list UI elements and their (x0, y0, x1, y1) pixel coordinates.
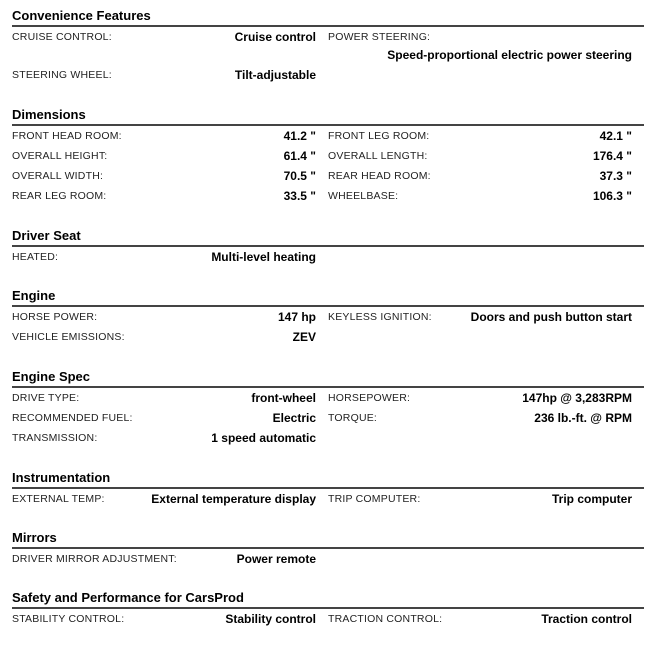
spec-label: FRONT LEG ROOM: (328, 130, 430, 142)
right-column (328, 27, 632, 65)
spec-row-rear-leg-room (12, 186, 316, 206)
spec-row-power-steering (328, 27, 632, 65)
right-column (328, 126, 632, 206)
section-title: Mirrors (12, 530, 57, 545)
spec-label: STEERING WHEEL: (12, 69, 112, 81)
spec-row-torque (328, 408, 632, 428)
spec-value: Power remote (236, 552, 316, 566)
spec-label: TRANSMISSION: (12, 432, 98, 444)
spec-value: 176.4 " (592, 149, 632, 163)
spec-row-overall-length (328, 146, 632, 166)
spec-label: VEHICLE EMISSIONS: (12, 331, 125, 343)
spec-row-drive-type (12, 388, 316, 408)
left-column (12, 307, 316, 347)
left-column (12, 388, 316, 448)
spec-value: 41.2 " (283, 129, 316, 143)
spec-row-overall-height (12, 146, 316, 166)
spec-row-keyless-ignition (328, 307, 632, 327)
spec-label: EXTERNAL TEMP: (12, 493, 105, 505)
section-title: Dimensions (12, 107, 86, 122)
spec-label: TORQUE: (328, 412, 378, 424)
right-column (328, 307, 632, 327)
spec-row-driver-mirror-adjustment (12, 549, 316, 569)
section-engine (12, 288, 644, 344)
left-column (12, 27, 316, 85)
spec-label: HORSE POWER: (12, 311, 98, 323)
section-engine-spec (12, 369, 644, 445)
section-title: Driver Seat (12, 228, 81, 243)
spec-value: Doors and push button start (470, 310, 632, 324)
spec-label: OVERALL LENGTH: (328, 150, 428, 162)
spec-value: Speed-proportional electric power steering (387, 48, 632, 62)
left-column (12, 609, 316, 629)
spec-value: Trip computer (551, 492, 632, 506)
spec-row-vehicle-emissions (12, 327, 316, 347)
spec-label: HEATED: (12, 251, 59, 263)
spec-value: 70.5 " (283, 169, 316, 183)
spec-row-cruise-control (12, 27, 316, 47)
spec-value: 147hp @ 3,283RPM (522, 391, 632, 405)
section-title: Convenience Features (12, 8, 151, 23)
spec-row-trip-computer (328, 489, 632, 509)
section-convenience-features (12, 8, 644, 82)
spec-row-stability-control (12, 609, 316, 629)
right-column (328, 609, 632, 629)
left-column (12, 247, 316, 267)
spec-label: HORSEPOWER: (328, 392, 411, 404)
spec-value: 106.3 " (592, 189, 632, 203)
section-title: Instrumentation (12, 470, 111, 485)
spec-value: Stability control (225, 612, 316, 626)
spec-value: Cruise control (234, 30, 316, 44)
section-title: Safety and Performance for CarsProd (12, 590, 244, 605)
spec-row-steering-wheel (12, 65, 316, 85)
spec-value: 33.5 " (283, 189, 316, 203)
spec-label: DRIVE TYPE: (12, 392, 80, 404)
section-driver-seat (12, 228, 644, 264)
spec-value: ZEV (292, 330, 316, 344)
spec-value: External temperature display (151, 492, 316, 506)
spec-label: WHEELBASE: (328, 190, 399, 202)
spec-value: Traction control (541, 612, 632, 626)
spec-row-horse-power (12, 307, 316, 327)
spec-value: 37.3 " (599, 169, 632, 183)
left-column (12, 489, 316, 509)
spec-label: FRONT HEAD ROOM: (12, 130, 122, 142)
section-title: Engine Spec (12, 369, 91, 384)
spec-row-heated (12, 247, 316, 267)
spec-label: DRIVER MIRROR ADJUSTMENT: (12, 553, 177, 565)
section-mirrors (12, 530, 644, 566)
section-safety-performance (12, 590, 644, 626)
left-column (12, 126, 316, 206)
spec-value: 147 hp (277, 310, 316, 324)
spec-row-overall-width (12, 166, 316, 186)
section-dimensions (12, 107, 644, 203)
spec-value: Multi-level heating (211, 250, 316, 264)
section-title: Engine (12, 288, 56, 303)
left-column (12, 549, 316, 569)
spec-value: Electric (272, 411, 316, 425)
spec-label: REAR HEAD ROOM: (328, 170, 431, 182)
spec-label: STABILITY CONTROL: (12, 613, 125, 625)
spec-row-wheelbase (328, 186, 632, 206)
spec-label: REAR LEG ROOM: (12, 190, 107, 202)
spec-row-front-leg-room (328, 126, 632, 146)
spec-row-rear-head-room (328, 166, 632, 186)
spec-row-transmission (12, 428, 316, 448)
spec-label: TRACTION CONTROL: (328, 613, 443, 625)
spec-value: Tilt-adjustable (234, 68, 316, 82)
spec-row-front-head-room (12, 126, 316, 146)
spec-row-traction-control (328, 609, 632, 629)
spec-label: CRUISE CONTROL: (12, 31, 112, 43)
spec-label: RECOMMENDED FUEL: (12, 412, 133, 424)
spec-label: OVERALL WIDTH: (12, 170, 104, 182)
spec-row-horsepower (328, 388, 632, 408)
spec-value: 1 speed automatic (211, 431, 316, 445)
spec-row-external-temp (12, 489, 316, 509)
spec-value: front-wheel (251, 391, 316, 405)
spec-label: OVERALL HEIGHT: (12, 150, 108, 162)
spec-label: TRIP COMPUTER: (328, 493, 421, 505)
spec-label: POWER STEERING: (328, 31, 431, 43)
spec-value: 42.1 " (599, 129, 632, 143)
right-column (328, 489, 632, 509)
spec-value: 236 lb.-ft. @ RPM (534, 411, 632, 425)
section-instrumentation (12, 470, 644, 506)
spec-label: KEYLESS IGNITION: (328, 311, 432, 323)
spec-row-recommended-fuel (12, 408, 316, 428)
right-column (328, 388, 632, 428)
spec-value: 61.4 " (283, 149, 316, 163)
